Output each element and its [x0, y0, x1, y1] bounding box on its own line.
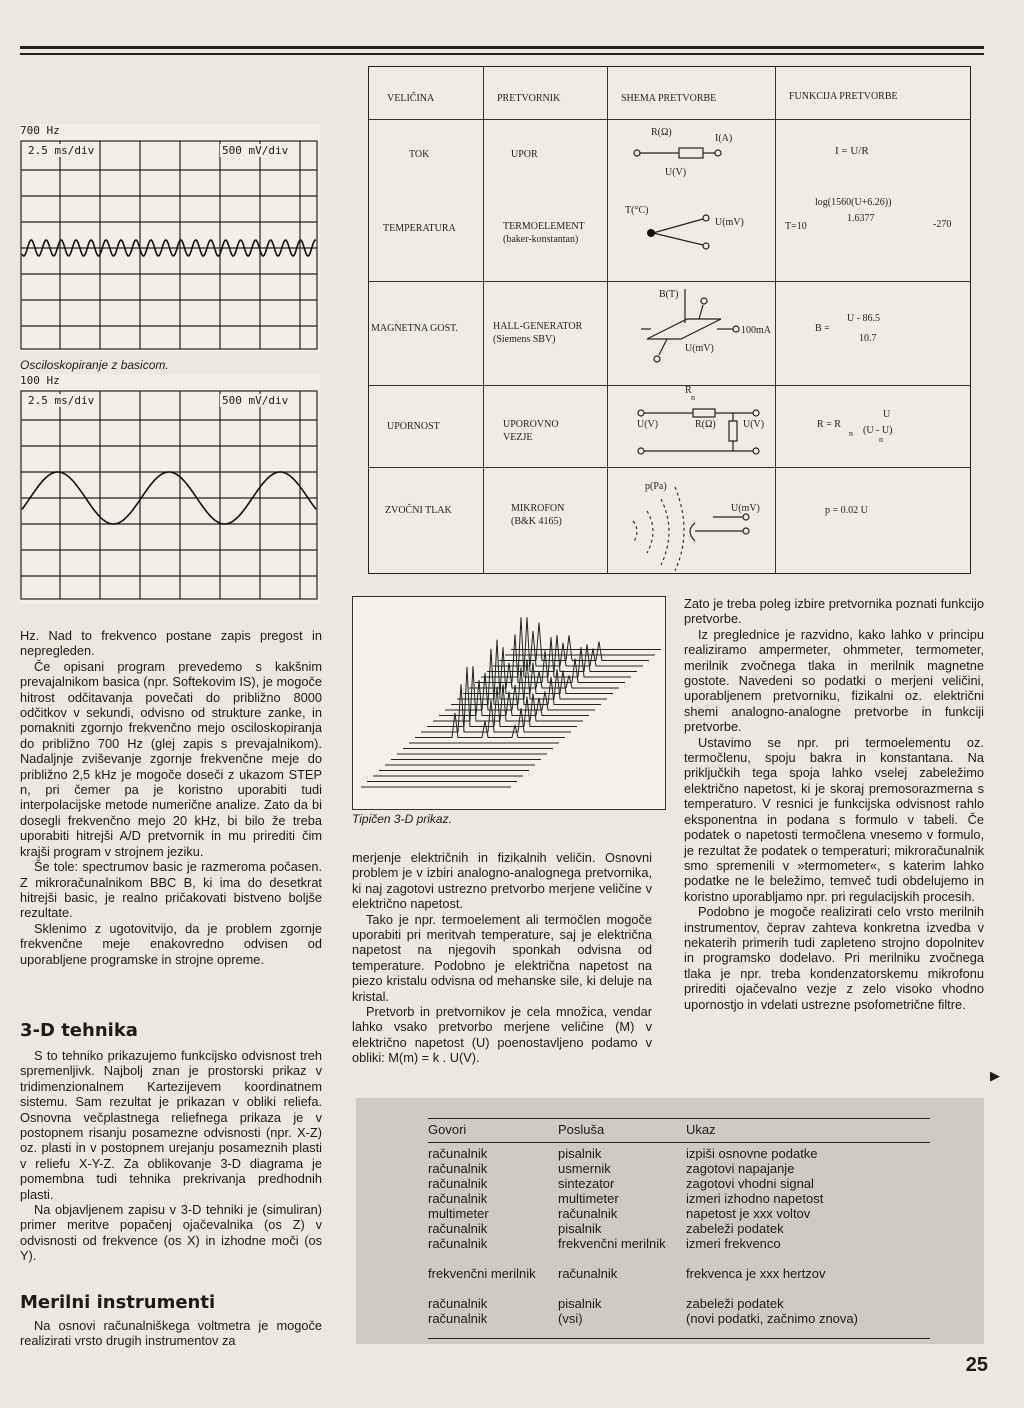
- quantity-cell: TEMPERATURA: [383, 223, 456, 234]
- section-heading: 3-D tehnika: [20, 1020, 138, 1041]
- osc-caption: Osciloskopiranje z basicom.: [20, 358, 169, 372]
- page-number: 25: [965, 1354, 988, 1376]
- continue-arrow-icon: ▶: [990, 1068, 1000, 1083]
- schema-label-p: p(Pa): [645, 481, 667, 492]
- command-cell: zabeleži podatek: [686, 1296, 784, 1311]
- command-cell: pisalnik: [558, 1146, 602, 1161]
- schema-label-u: U(V): [743, 419, 765, 430]
- paragraph: Tako je npr. termoelement ali termočlen mogoče uporabiti pri meritvah temperature, saj je električna napetost na njegovih sponkah odvisna od temperature. Podobno je električna napetost na piezo kristalu odvisna od mehanske sile, ki deluje na kristal.: [352, 911, 652, 1004]
- quantity-cell: TOK: [409, 149, 430, 160]
- header-schema: SHEMA PRETVORBE: [621, 93, 717, 104]
- command-cell: zabeleži podatek: [686, 1221, 784, 1236]
- column-1-text-3: [20, 1318, 322, 1349]
- relief-layer: [463, 647, 613, 693]
- command-cell: pisalnik: [558, 1221, 602, 1236]
- command-cell: računalnik: [428, 1296, 488, 1311]
- schema-label-r: R: [685, 385, 692, 396]
- osc-voltage: 500 mV/div: [222, 144, 289, 157]
- header-function: FUNKCIJA PRETVORBE: [789, 91, 898, 102]
- schema-label-i: I(A): [715, 133, 733, 144]
- converter-cell: UPOROVNO VEZJE: [503, 419, 559, 443]
- 3d-relief-plot: [352, 596, 666, 810]
- function-denominator: 10.7: [859, 333, 877, 344]
- schema-label-t: T(°C): [625, 205, 649, 216]
- oscilloscope-100hz: [20, 374, 320, 604]
- paragraph: Če opisani program prevedemo s kakšnim prevajalnikom basica (npr. Softekovim IS), je mogoče hitrost odčitavanja povečati do približno 8000 odčitkov v sekundi, odvisno od strukture zanke, in pomakniti zgornjo frekvenčno mejo osciloskopiranja do približno 700 Hz (glej zapis s prevajalnikom). Nadaljnje zviševanje zgornje frekvenčne meje do približno 2,5 kHz je mogoče doseči z ukazom STEP n, pri čemer pa je koristno uporabiti tudi interpolacijske metode numerične analize. Zato da bi dosegli frekvenčno mejo 20 kHz, bi bilo že treba uporabiti hitrejši A/D pretvornik in mu prirediti čim krajši program v strojnem jeziku.: [20, 658, 322, 859]
- paragraph: Iz preglednice je razvidno, kako lahko v principu realiziramo ampermeter, ohmmeter, termometer, merilnik zvočnega tlaka in merilnik magnetne gostote. Navedeni so podatki o merjeni veličini, uporabljenem pretvorniku, fizikalni oz. električni shemi analogno-analogne pretvorbe in funkciji pretvorbe.: [684, 626, 984, 735]
- paragraph: merjenje električnih in fizikalnih veličin. Osnovni problem je v izbiri analogno-analognega pretvornika, ki naj zagotovi ustrezno pretvorbo merjene veličine v električno napetost.: [352, 850, 652, 912]
- command-cell: napetost je xxx voltov: [686, 1206, 811, 1221]
- osc-timebase: 2.5 ms/div: [28, 394, 95, 407]
- command-cell: računalnik: [428, 1311, 488, 1326]
- converter-cell: MIKROFON (B&K 4165): [511, 503, 565, 527]
- paragraph: Še tole: spectrumov basic je razmeroma počasen. Z mikroračunalnikom BBC B, ki ima do desetkrat hitrejši basic, je realno pričakovati bistveno boljše rezultate.: [20, 859, 322, 921]
- osc-grid: [20, 390, 320, 602]
- column-1-text-2: [20, 1048, 322, 1264]
- function-lhs: R = R: [817, 419, 841, 430]
- function-numerator: U - 86.5: [847, 313, 881, 324]
- function-denominator: (U - U): [863, 425, 893, 436]
- paragraph: Na osnovi računalniškega voltmetra je mogoče realizirati vrsto drugih instrumentov za: [20, 1318, 322, 1349]
- column-2-text: [352, 850, 652, 1066]
- function-lhs: B =: [815, 323, 830, 334]
- command-cell: (vsi): [558, 1311, 583, 1326]
- quantity-cell: ZVOČNI TLAK: [385, 505, 452, 516]
- column-1-text: [20, 628, 322, 967]
- header-quantity: VELIČINA: [387, 93, 435, 104]
- paragraph: Ustavimo se npr. pri termoelementu oz. termočlenu, spoju bakra in konstantana. Na priključkih tega spoja lahko vselej zabeležimo električno napetost, ki je skoraj premosorazmerna s temperaturo. V resnici je funkcijska odvisnost rahlo eksponentna in podana s formulo v tabeli. Če podatek o napetosti termočlena vnesemo v formulo, je rezultat že podatek o temperaturi; mikroračunalnik smo spremenili v »termometer«, s katerim lahko podatke ne le beležimo, temveč tudi obdelujemo in koristno uporabljamo npr. pri regulacijskih procesih.: [684, 734, 984, 904]
- header-command: Ukaz: [686, 1122, 716, 1137]
- converter-table: [368, 66, 971, 574]
- command-cell: izmeri izhodno napetost: [686, 1191, 824, 1206]
- oscilloscope-700hz: [20, 124, 320, 352]
- converter-cell: UPOR: [511, 149, 538, 160]
- command-cell: izmeri frekvenco: [686, 1236, 781, 1251]
- quantity-cell: MAGNETNA GOST.: [371, 323, 459, 334]
- top-rule-2: [20, 53, 984, 55]
- paragraph: Zato je treba poleg izbire pretvornika poznati funkcijo pretvorbe.: [684, 596, 984, 627]
- osc-grid: [20, 140, 320, 352]
- function-numerator: U: [883, 409, 891, 420]
- function-offset: -270: [933, 219, 952, 230]
- schema-label-b: B(T): [659, 289, 679, 300]
- command-cell: (novi podatki, začnimo znova): [686, 1311, 858, 1326]
- schema-label-u: U(V): [665, 167, 687, 178]
- function-cell: I = U/R: [835, 145, 869, 157]
- quantity-cell: UPORNOST: [387, 421, 440, 432]
- paragraph: Hz. Nad to frekvenco postane zapis pregost in nepregleden.: [20, 628, 322, 659]
- command-cell: frekvenca je xxx hertzov: [686, 1266, 826, 1281]
- schema-label-current: 100mA: [741, 325, 771, 336]
- schema-label-un: U(V): [637, 419, 659, 430]
- converter-cell: HALL-GENERATOR (Siemens SBV): [493, 321, 583, 345]
- osc-frequency: 700 Hz: [20, 124, 60, 137]
- function-sub-n2: n: [879, 435, 883, 444]
- command-cell: pisalnik: [558, 1296, 602, 1311]
- command-cell: multimeter: [558, 1191, 619, 1206]
- paragraph: Podobno je mogoče realizirati celo vrsto merilnih instrumentov, čeprav zahteva konkretna izvedba v nekaterih primerih tudi zapleteno strojno dopolnitev in programsko dodelavo. Pri merilniku zvočnega tlaka je npr. treba kondenzatorskemu mikrofonu prirediti ojačevalno vezje z zelo visoko vhodno upornostjo in vdelati ustrezne psofometrične filtre.: [684, 904, 984, 1012]
- function-denominator: 1.6377: [847, 213, 875, 224]
- command-cell: računalnik: [428, 1146, 488, 1161]
- top-rule: [20, 46, 984, 49]
- schema-label-u: U(mV): [731, 503, 760, 514]
- command-cell: usmernik: [558, 1161, 611, 1176]
- converter-cell: TERMOELEMENT (baker-konstantan): [503, 221, 585, 245]
- schema-label-u: U(mV): [715, 217, 744, 228]
- command-cell: računalnik: [428, 1191, 488, 1206]
- command-table-box: [356, 1098, 984, 1344]
- relief-layer: [421, 684, 571, 732]
- osc-frequency: 100 Hz: [20, 374, 60, 387]
- command-cell: izpiši osnovne podatke: [686, 1146, 818, 1161]
- command-cell: sintezator: [558, 1176, 615, 1191]
- microphone-schematic: [613, 471, 773, 571]
- relief-layer: [415, 713, 565, 738]
- command-cell: zagotovi vhodni signal: [686, 1176, 814, 1191]
- function-numerator: log(1560(U+6.26)): [815, 197, 892, 208]
- function-base: T=10: [785, 221, 807, 232]
- command-cell: računalnik: [428, 1176, 488, 1191]
- schema-label-n: n: [691, 393, 695, 402]
- function-sub-n: n: [849, 429, 853, 438]
- command-cell: računalnik: [428, 1161, 488, 1176]
- schema-label-r: R(Ω): [651, 127, 672, 138]
- section-heading: Merilni instrumenti: [20, 1292, 216, 1313]
- osc-voltage: 500 mV/div: [222, 394, 289, 407]
- column-3-text: [684, 596, 984, 1012]
- resistor-schematic: [613, 123, 773, 183]
- function-cell: p = 0.02 U: [825, 505, 868, 516]
- command-cell: frekvenčni merilnik: [558, 1236, 666, 1251]
- command-cell: zagotovi napajanje: [686, 1161, 795, 1176]
- command-cell: računalnik: [558, 1206, 618, 1221]
- paragraph: Pretvorb in pretvornikov je cela množica, vendar lahko vsako pretvorbo merjene veličine (M) v električno napetost (U) poenostavljeno podamo v obliki: M(m) = k . U(V).: [352, 1004, 652, 1066]
- header-converter: PRETVORNIK: [497, 93, 561, 104]
- paragraph: S to tehniko prikazujemo funkcijsko odvisnost treh spremenljivk. Najbolj znan je prostorski prikaz v tridimenzionalnem Kartezijevem koordinatnem sistemu. Sam rezultat je prikazan v obliki reliefa. Osnovna večplastnega reliefnega prikaza je v postopnem risanju posamezne odvisnosti (npr. X-Z) oz. plasti in v postopnem urejanju posameznih plasti v reliefu X-Y-Z. Za oblikovanje 3-D diagrama je pomembna tudi tehnika prekrivanja predhodnih plasti.: [20, 1048, 322, 1202]
- paragraph: Sklenimo z ugotovitvijo, da je problem zgornje frekvenčne meje enakovredno odvisen od uporabljene programske in strojne opreme.: [20, 920, 322, 967]
- header-speaker: Govori: [428, 1122, 467, 1137]
- osc-timebase: 2.5 ms/div: [28, 144, 95, 157]
- command-cell: računalnik: [428, 1236, 488, 1251]
- schema-label-rx: R(Ω): [695, 419, 716, 430]
- figure-caption: Tipičen 3-D prikaz.: [352, 812, 452, 826]
- command-cell: računalnik: [558, 1266, 618, 1281]
- command-cell: multimeter: [428, 1206, 489, 1221]
- command-cell: računalnik: [428, 1221, 488, 1236]
- schema-label-u: U(mV): [685, 343, 714, 354]
- paragraph: Na objavljenem zapisu v 3-D tehniki je (simuliran) primer meritve popačenj ojačevalnika (os Z) v odvisnosti od frekvence (os X) in izhodne moči (os Y).: [20, 1202, 322, 1264]
- header-listener: Posluša: [558, 1122, 605, 1137]
- command-cell: frekvenčni merilnik: [428, 1266, 536, 1281]
